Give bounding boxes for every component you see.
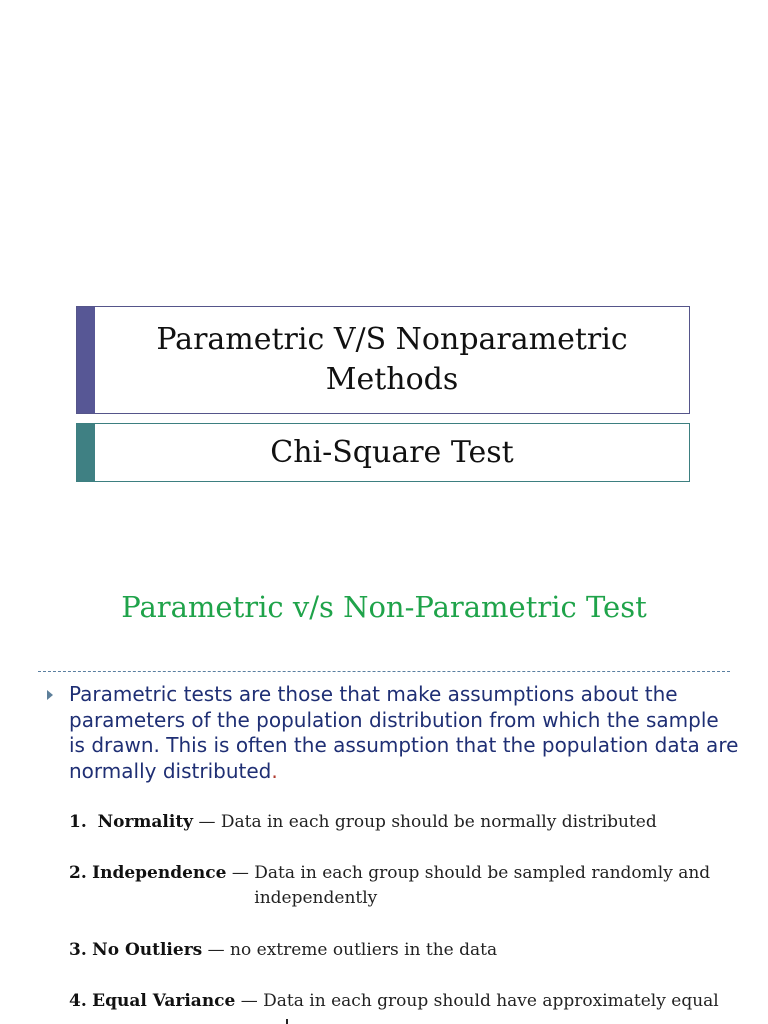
triangle-bullet-icon <box>47 690 53 700</box>
assumption-number: 2. <box>69 863 87 883</box>
assumption-item-equal-variance <box>69 989 719 1014</box>
assumption-name: Independence <box>92 863 227 883</box>
assumption-description: Data in each group should be normally distributed <box>220 812 657 832</box>
assumption-item-no-outliers <box>69 938 497 963</box>
assumption-name: No Outliers <box>92 940 203 960</box>
assumption-dash: — <box>240 991 258 1011</box>
assumption-description-block <box>254 861 710 911</box>
section-heading: Parametric v/s Non-Parametric Test <box>121 590 647 624</box>
title-box <box>76 306 690 414</box>
assumption-item-independence <box>69 861 710 911</box>
title-accent-bar <box>77 307 95 413</box>
subtitle-box <box>76 423 690 482</box>
assumption-description-cont: independently <box>254 888 378 908</box>
assumption-number: 4. <box>69 991 87 1011</box>
assumption-description: Data in each group should have approximately equal <box>263 991 719 1011</box>
text-cutoff-mark <box>286 1019 288 1024</box>
bullet-end-mark: . <box>271 758 278 783</box>
assumption-description: no extreme outliers in the data <box>230 940 498 960</box>
subtitle-accent-bar <box>77 424 95 481</box>
assumption-number: 3. <box>69 940 87 960</box>
assumption-number: 1. <box>69 812 87 832</box>
assumption-dash: — <box>207 940 225 960</box>
dashed-divider <box>38 671 730 672</box>
assumption-item-normality <box>69 810 657 835</box>
assumption-description: Data in each group should be sampled randomly and <box>254 863 711 883</box>
assumption-dash: — <box>231 863 249 883</box>
bullet-paragraph-text: Parametric tests are those that make assumptions about the parameters of the population distribution from which the sample is drawn. This is often the assumption that the population data are normally distributed <box>69 682 739 783</box>
bullet-paragraph <box>69 682 739 784</box>
slide-subtitle: Chi-Square Test <box>270 435 514 470</box>
assumption-name: Normality <box>97 812 194 832</box>
assumption-dash: — <box>198 812 216 832</box>
slide-title: Parametric V/S Nonparametric Methods <box>156 322 628 397</box>
assumption-name: Equal Variance <box>92 991 236 1011</box>
